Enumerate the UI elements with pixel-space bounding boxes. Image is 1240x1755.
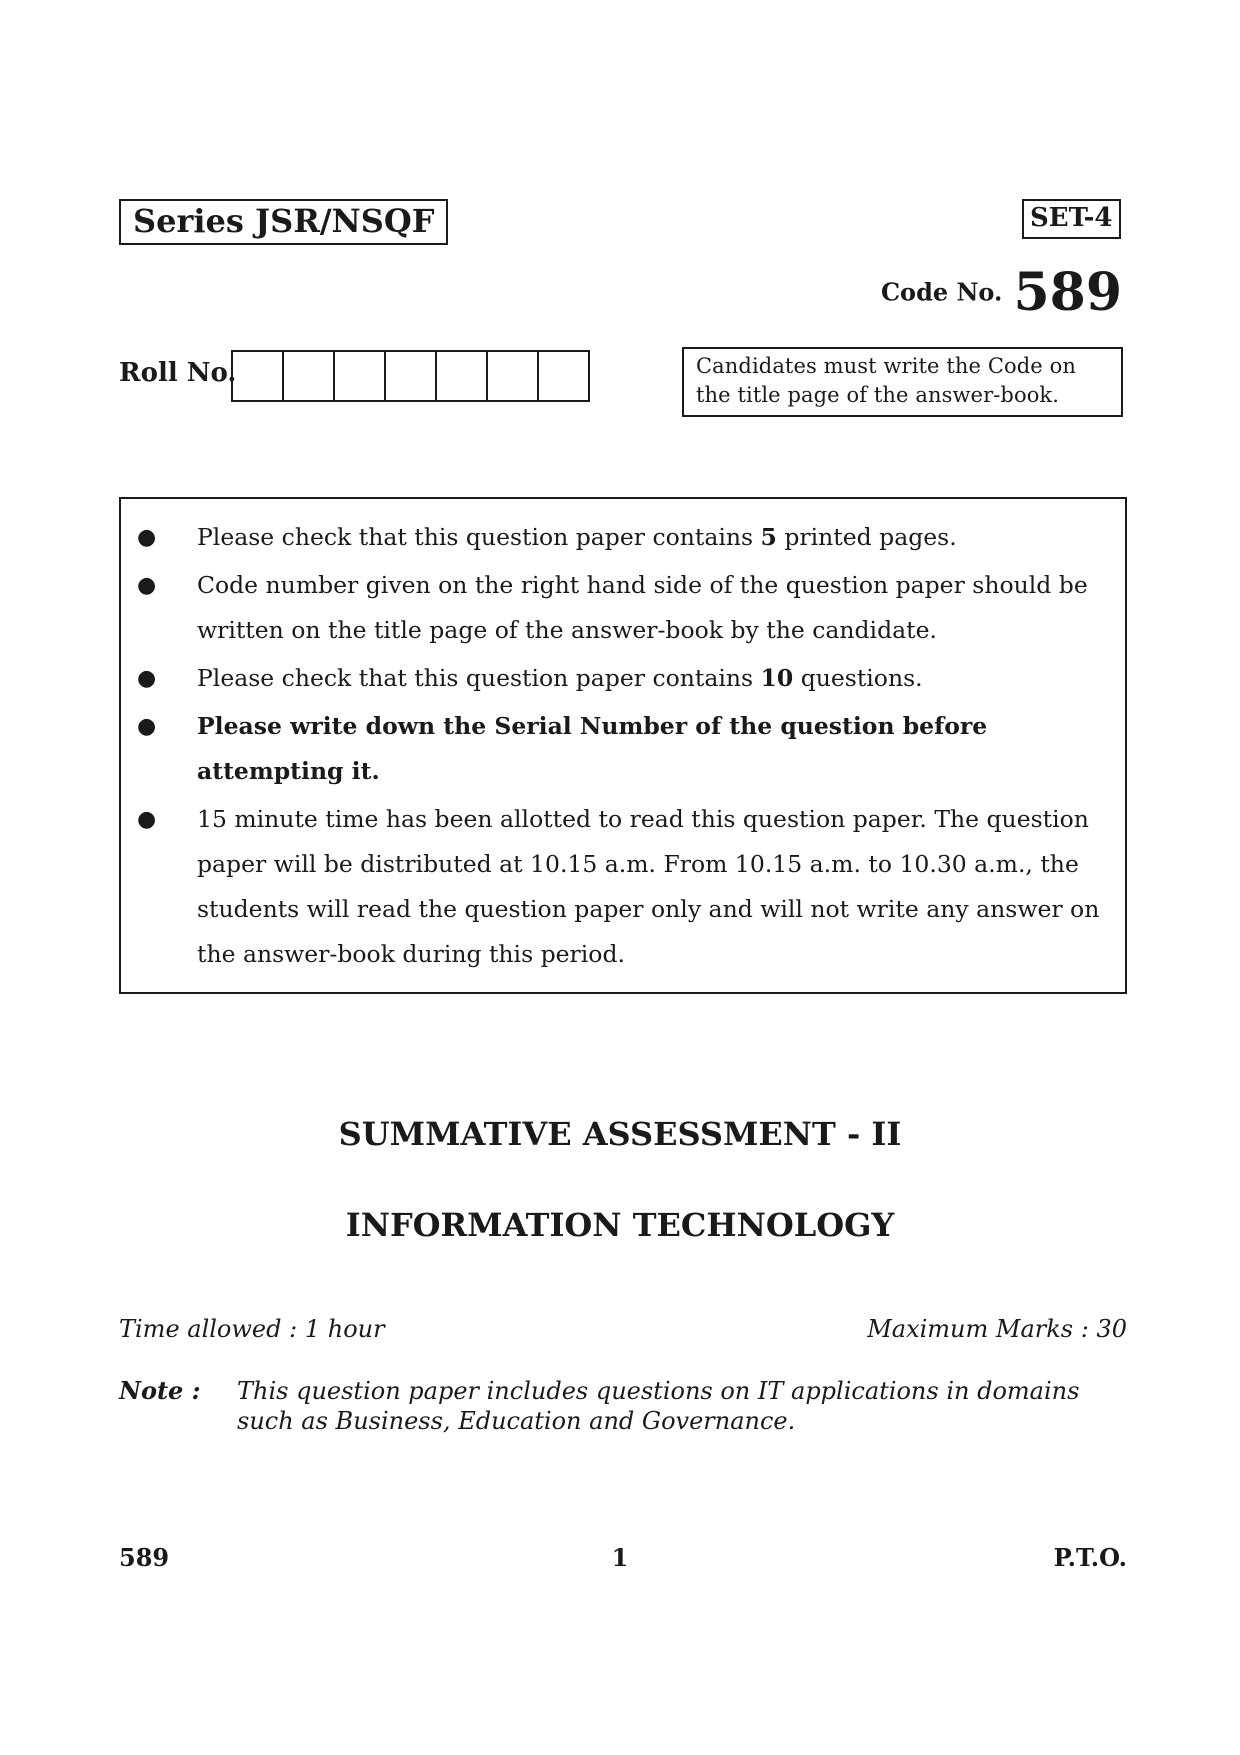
roll-no-box[interactable] bbox=[488, 352, 539, 400]
subject-title: INFORMATION TECHNOLOGY bbox=[345, 1206, 895, 1244]
code-number-line bbox=[881, 262, 1122, 323]
series-box bbox=[119, 199, 448, 245]
page-number: 1 bbox=[611, 1543, 629, 1572]
roll-no-box[interactable] bbox=[284, 352, 335, 400]
bullet-icon: ● bbox=[137, 525, 157, 550]
bullet-icon: ● bbox=[137, 573, 157, 598]
bullet-icon: ● bbox=[137, 807, 157, 832]
roll-no-box[interactable] bbox=[539, 352, 588, 400]
instructions-box bbox=[119, 497, 1127, 994]
set-label: SET-4 bbox=[1030, 203, 1113, 233]
footer-code: 589 bbox=[119, 1543, 170, 1572]
roll-no-label: Roll No. bbox=[119, 358, 237, 388]
series-label: Series JSR/NSQF bbox=[133, 202, 435, 240]
code-label: Code No. bbox=[880, 277, 1003, 307]
bullet-icon: ● bbox=[137, 713, 157, 739]
instruction-item: ● Please check that this question paper contains 10 questions. bbox=[121, 656, 1111, 701]
roll-no-box[interactable] bbox=[335, 352, 386, 400]
maximum-marks: Maximum Marks : 30 bbox=[867, 1315, 1127, 1343]
instruction-item: ● Please write down the Serial Number of the question before attempting it. bbox=[121, 704, 1111, 794]
time-allowed: Time allowed : 1 hour bbox=[119, 1315, 385, 1343]
code-number: 589 bbox=[1013, 261, 1122, 323]
roll-no-box[interactable] bbox=[233, 352, 284, 400]
assessment-title: SUMMATIVE ASSESSMENT - II bbox=[338, 1115, 902, 1153]
instruction-item: ● Code number given on the right hand side of the question paper should be written on the title page of the answer-book by the candidate. bbox=[121, 563, 1111, 653]
instruction-item: ● Please check that this question paper contains 5 printed pages. bbox=[121, 515, 1111, 560]
roll-no-boxes bbox=[231, 350, 590, 402]
set-box bbox=[1022, 199, 1121, 239]
note-label: Note : bbox=[119, 1376, 201, 1405]
pto-label: P.T.O. bbox=[1053, 1543, 1127, 1572]
roll-no-box[interactable] bbox=[437, 352, 488, 400]
note-text: This question paper includes questions on IT applications in domains such as Business, Education and Governance. bbox=[237, 1377, 1080, 1435]
roll-no-box[interactable] bbox=[386, 352, 437, 400]
candidate-code-note: Candidates must write the Code on the title page of the answer-book. bbox=[682, 347, 1123, 417]
bullet-icon: ● bbox=[137, 666, 157, 691]
instructions-list bbox=[121, 515, 1111, 977]
instruction-item: ● 15 minute time has been allotted to read this question paper. The question paper will be distributed at 10.15 a.m. From 10.15 a.m. to 10.30 a.m., the students will read the question paper only and will not write any answer on the answer-book during this period. bbox=[121, 797, 1111, 977]
